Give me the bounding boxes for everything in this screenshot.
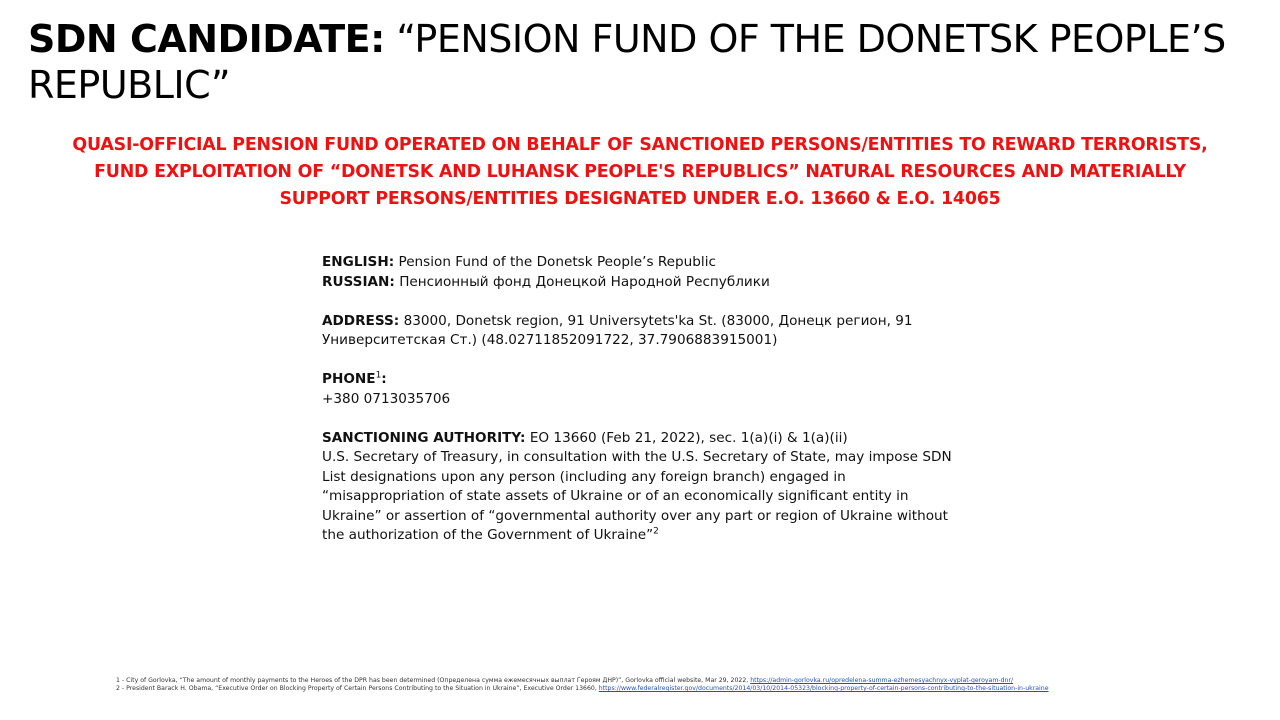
phone-footnote-ref: 1 (375, 370, 382, 381)
russian-value: Пенсионный фонд Донецкой Народной Республики (394, 273, 770, 290)
authority-label: SANCTIONING AUTHORITY: (322, 429, 526, 446)
footnote-2-text: 2 - President Barack H. Obama, “Executive Order on Blocking Property of Certain Persons Contributing to the Situation in Ukraine”, Executive Order 13660, (116, 685, 599, 693)
details-block (322, 253, 962, 546)
address-row (322, 312, 952, 351)
russian-row (322, 273, 962, 293)
footnote-2-link[interactable]: https://www.federalregister.gov/documents/2014/03/10/2014-05323/blocking-property-of-certain-persons-contributing-to-the-situation-in-ukraine (598, 685, 1049, 693)
english-label: ENGLISH: (322, 254, 395, 270)
english-value: Pension Fund of the Donetsk People’s Republic (394, 254, 716, 270)
authority-row (322, 429, 962, 449)
spacer (322, 351, 962, 371)
address-value: 83000, Donetsk region, 91 Universytets'ka St. (83000, Донецк регион, 91 Университетская Ст.) (48.02711852091722, 37.7906883915001) (322, 312, 913, 348)
authority-text-body: U.S. Secretary of Treasury, in consultation with the U.S. Secretary of State, may impose SDN List designations upon any person (including any foreign branch) engaged in “misappropriation of state assets of Ukraine or of an economically significant entity in Ukraine” or assertion of “governmental authority over any part or region of Ukraine without the authorization of the Government of Ukraine” (322, 449, 952, 543)
authority-text (322, 448, 952, 546)
slide-subtitle: QUASI-OFFICIAL PENSION FUND OPERATED ON BEHALF OF SANCTIONED PERSONS/ENTITIES TO REWARD TERRORISTS, FUND EXPLOITATION OF “DONETSK AND LUHANSK PEOPLE'S REPUBLICS” NATURAL RESOURCES AND MATERIALLY SUPPORT PERSONS/ENTITIES DESIGNATED UNDER E.O. 13660 & E.O. 14065 (72, 135, 1208, 209)
footnote-1-link[interactable]: https://admin-gorlovka.ru/opredelena-summa-ezhemesyachnyx-vyplat-geroyam-dnr/ (750, 677, 1014, 684)
english-row (322, 253, 962, 273)
phone-value: +380 0713035706 (322, 390, 451, 407)
footnote-2 (116, 685, 1156, 693)
spacer (322, 409, 962, 429)
address-label: ADDRESS: (322, 312, 400, 329)
slide-title-rest: “PENSION FUND OF THE DONETSK PEOPLE’S REPUBLIC” (28, 17, 1226, 107)
phone-colon: : (381, 371, 387, 387)
authority-value: EO 13660 (Feb 21, 2022), sec. 1(a)(i) & 1(a)(ii) (525, 429, 848, 446)
footnote-1-text: 1 - City of Gorlovka, “The amount of monthly payments to the Heroes of the DPR has been determined (Определена сумма ежемесячных выплат Героям ДНР)”, Gorlovka official website, Mar 29, 2022, (116, 677, 751, 684)
slide-title-bold: SDN CANDIDATE: (28, 17, 385, 61)
spacer (322, 292, 962, 312)
russian-label: RUSSIAN: (322, 273, 395, 290)
phone-row (322, 370, 962, 390)
footnote-1 (116, 677, 1156, 685)
footnotes (116, 677, 1156, 694)
slide-title (28, 16, 1228, 108)
authority-footnote-ref: 2 (653, 526, 659, 537)
phone-label: PHONE (322, 371, 376, 387)
